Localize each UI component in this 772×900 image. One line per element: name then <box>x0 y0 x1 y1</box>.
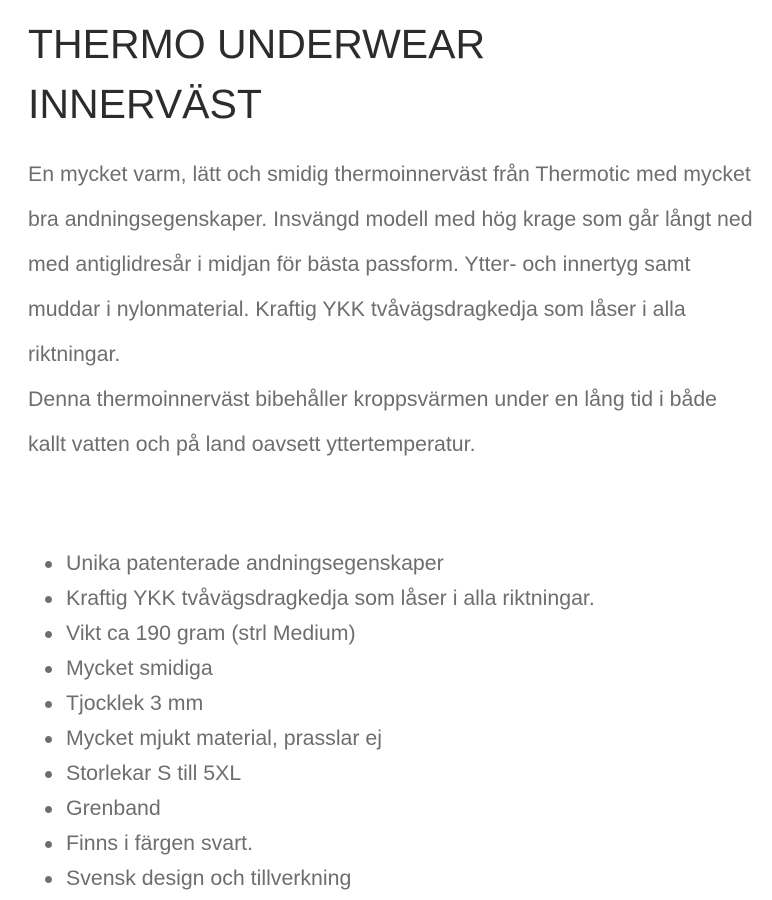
bullet-icon <box>45 771 52 778</box>
bullet-icon <box>45 876 52 883</box>
feature-text: Kraftig YKK tvåvägsdragkedja som låser i alla riktningar. <box>66 586 595 610</box>
feature-item <box>28 686 595 721</box>
feature-text: Tjocklek 3 mm <box>66 691 204 715</box>
product-title <box>28 14 485 134</box>
feature-text: Vikt ca 190 gram (strl Medium) <box>66 621 356 645</box>
bullet-icon <box>45 666 52 673</box>
feature-text: Svensk design och tillverkning <box>66 866 352 890</box>
feature-item <box>28 651 595 686</box>
feature-item <box>28 616 595 651</box>
feature-text: Grenband <box>66 796 161 820</box>
feature-text: Finns i färgen svart. <box>66 831 254 855</box>
description-paragraph-1: En mycket varm, lätt och smidig thermoinnerväst från Thermotic med mycket bra andningsegenskaper. Insvängd modell med hög krage som går långt ned med antiglidresår i midjan för bästa passform. Ytter- och innertyg samt muddar i nylonmaterial. Kraftig YKK tvåvägsdragkedja som låser i alla riktningar. <box>28 162 753 366</box>
description-paragraph-2: Denna thermoinnerväst bibehåller kroppsvärmen under en lång tid i både kallt vatten och på land oavsett yttertemperatur. <box>28 387 718 456</box>
feature-item <box>28 826 595 861</box>
feature-item <box>28 791 595 826</box>
feature-item <box>28 721 595 756</box>
feature-text: Mycket mjukt material, prasslar ej <box>66 726 382 750</box>
product-description <box>28 152 758 467</box>
feature-text: Mycket smidiga <box>66 656 213 680</box>
bullet-icon <box>45 701 52 708</box>
bullet-icon <box>45 806 52 813</box>
feature-item <box>28 546 595 581</box>
feature-list <box>28 546 595 896</box>
feature-text: Unika patenterade andningsegenskaper <box>66 551 444 575</box>
bullet-icon <box>45 561 52 568</box>
product-title-line-2: INNERVÄST <box>28 81 262 127</box>
feature-item <box>28 581 595 616</box>
bullet-icon <box>45 841 52 848</box>
feature-item <box>28 756 595 791</box>
bullet-icon <box>45 596 52 603</box>
feature-text: Storlekar S till 5XL <box>66 761 242 785</box>
product-title-line-1: THERMO UNDERWEAR <box>28 21 486 67</box>
bullet-icon <box>45 631 52 638</box>
bullet-icon <box>45 736 52 743</box>
feature-item <box>28 861 595 896</box>
